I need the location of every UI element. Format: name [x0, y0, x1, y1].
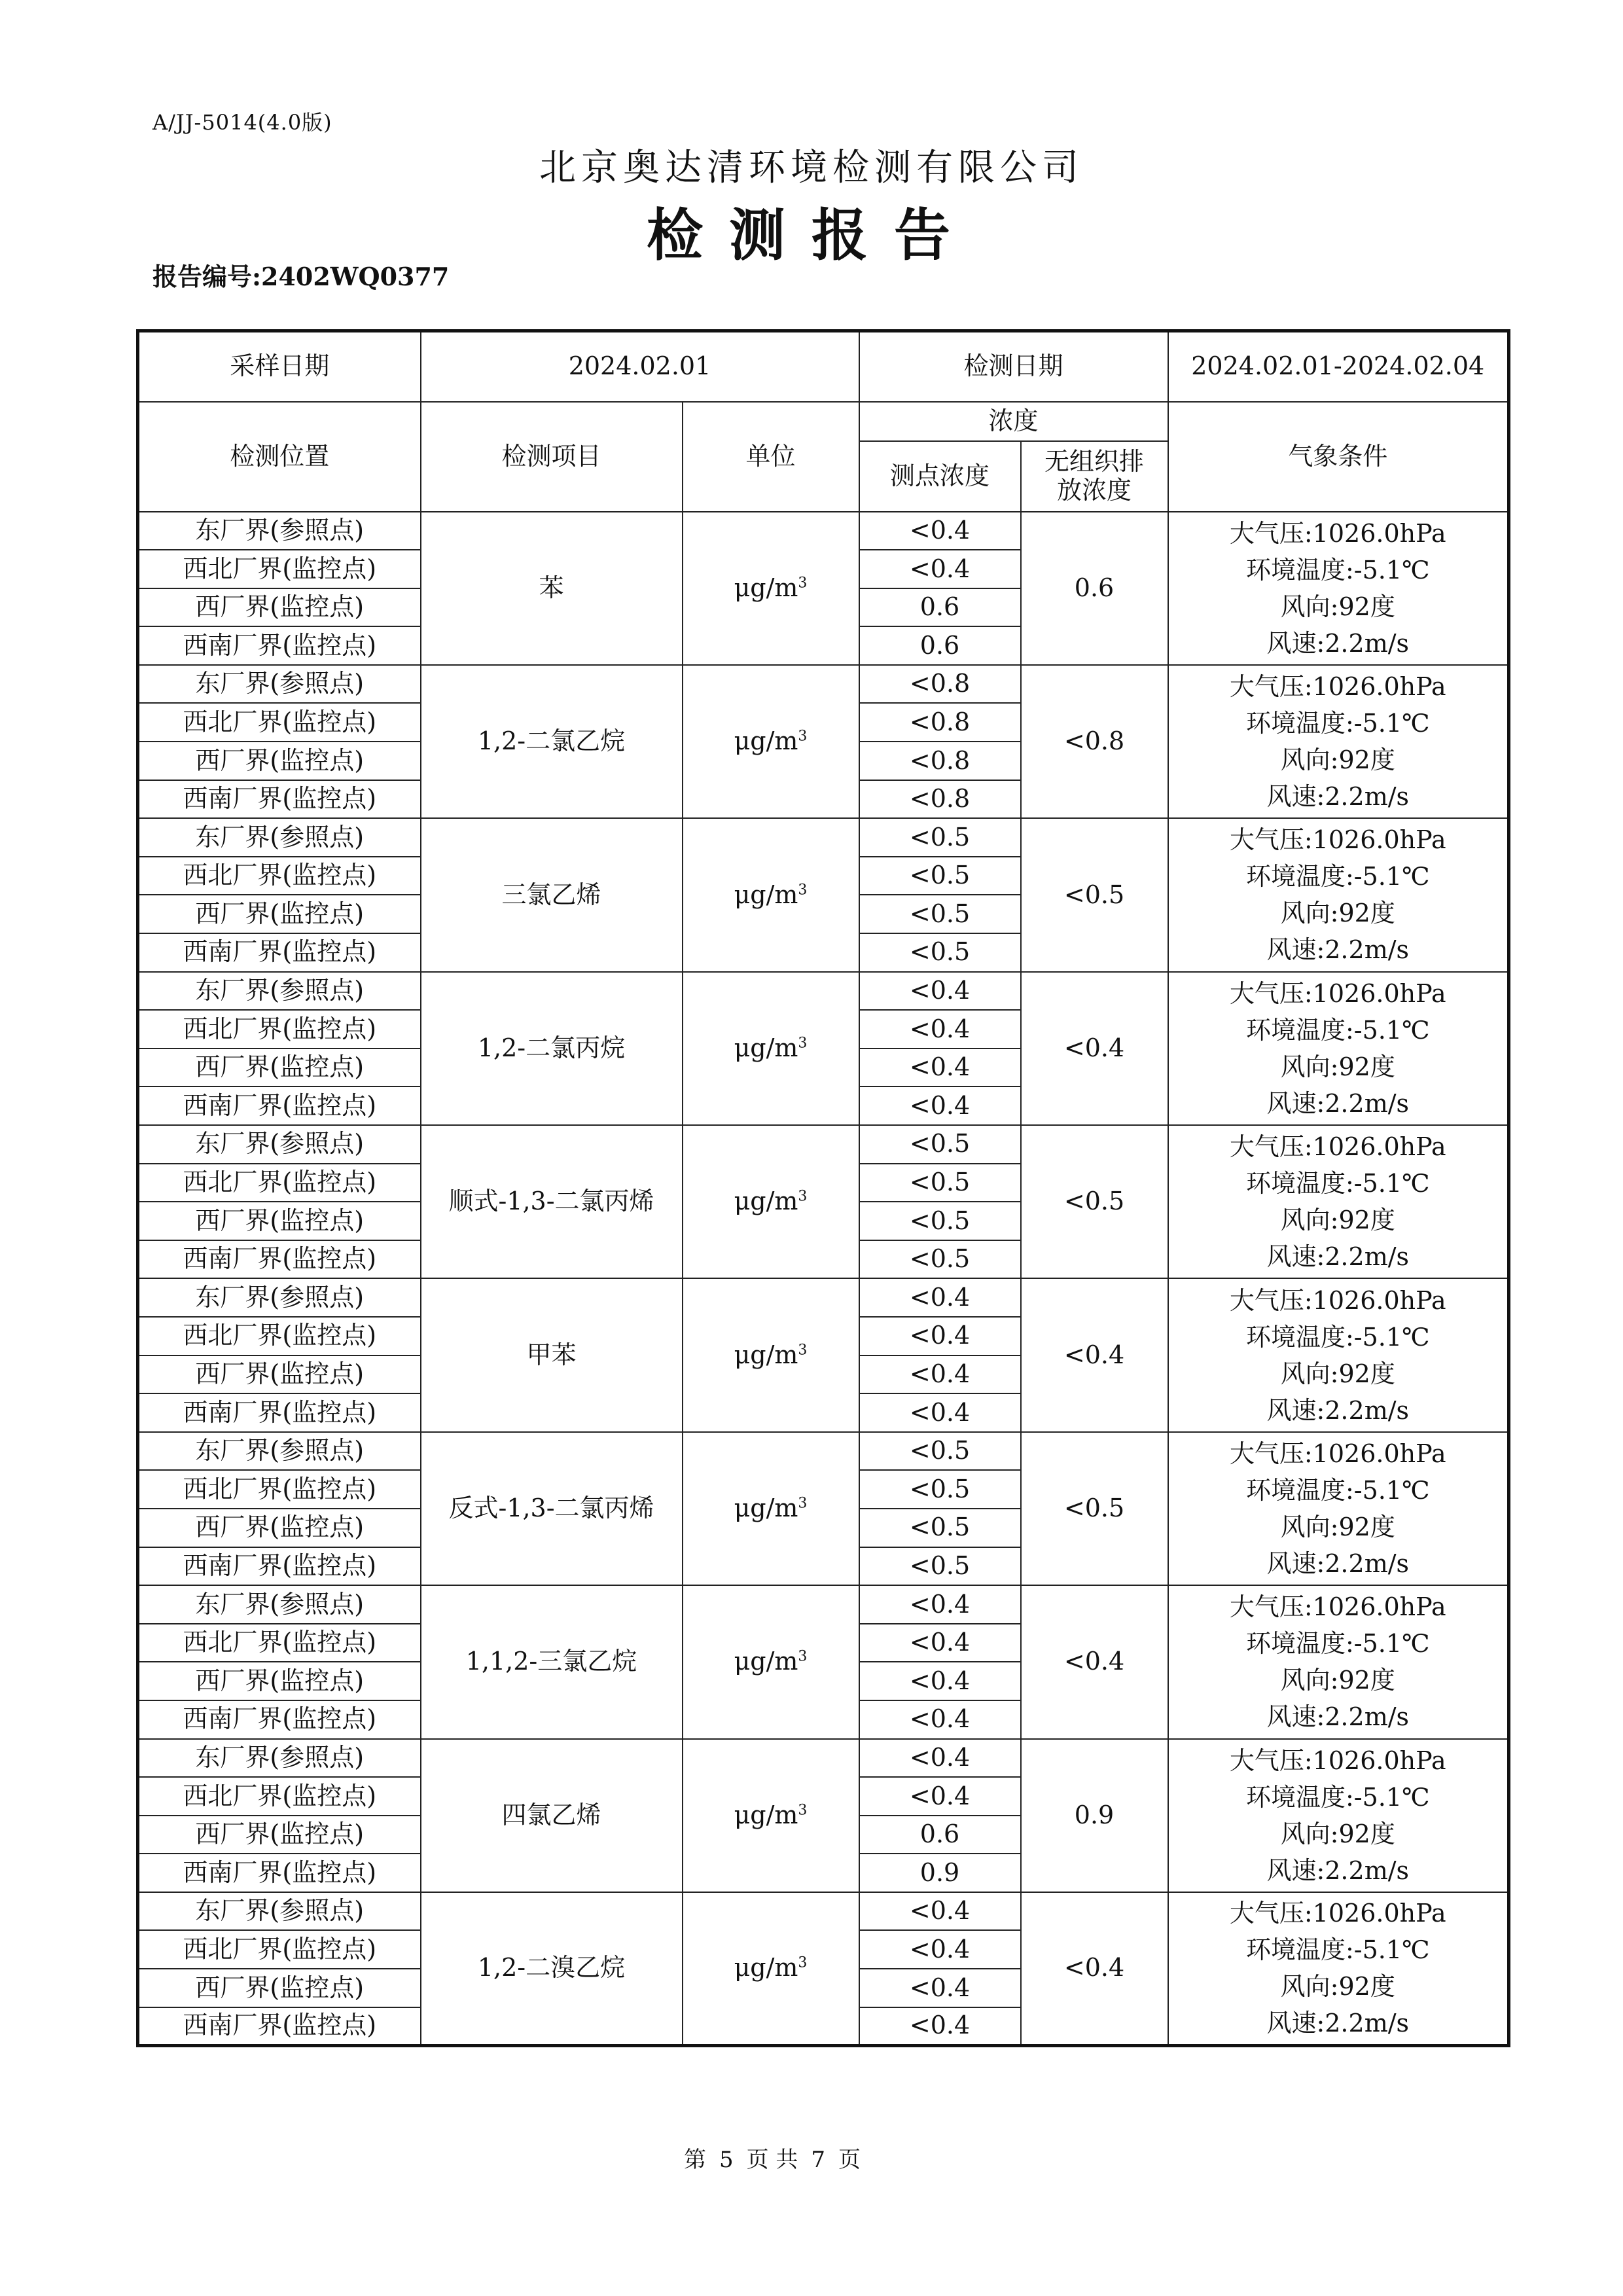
- unit-superscript: 3: [798, 1188, 808, 1205]
- item-cell: 1,1,2-三氯乙烷: [421, 1585, 683, 1738]
- location-cell: 西南厂界(监控点): [138, 1854, 421, 1892]
- location-cell: 西厂界(监控点): [138, 588, 421, 627]
- weather-line: 大气压:1026.0hPa: [1229, 1285, 1446, 1315]
- report-title: 检测报告: [647, 203, 976, 268]
- weather-line: 环境温度:-5.1℃: [1245, 1322, 1430, 1352]
- weather-line: 风速:2.2m/s: [1266, 935, 1410, 965]
- item-cell: 1,2-二溴乙烷: [421, 1892, 683, 2045]
- unit-superscript: 3: [798, 881, 808, 898]
- page-suffix: 页: [838, 2147, 861, 2173]
- weather-line: 大气压:1026.0hPa: [1229, 1439, 1446, 1468]
- location-cell: 西南厂界(监控点): [138, 780, 421, 819]
- page-number: 5: [719, 2147, 734, 2173]
- unit-cell: [683, 1585, 859, 1738]
- location-cell: 西厂界(监控点): [138, 1816, 421, 1854]
- weather-cell: [1168, 1125, 1509, 1278]
- page-footer: [0, 2142, 1544, 2174]
- point-conc-cell: <0.5: [859, 933, 1021, 972]
- unit-superscript: 3: [798, 1648, 808, 1665]
- point-conc-cell: <0.4: [859, 1010, 1021, 1049]
- point-conc-cell: 0.9: [859, 1854, 1021, 1892]
- company-name: 北京奥达清环境检测有限公司: [539, 147, 1084, 189]
- weather-line: 风向:92度: [1280, 1819, 1395, 1848]
- fugitive-conc-cell: <0.5: [1021, 1125, 1168, 1278]
- test-date: 2024.02.01-2024.02.04: [1168, 331, 1509, 402]
- unit-text: μg/m: [734, 1187, 798, 1216]
- point-conc-cell: <0.4: [859, 1777, 1021, 1816]
- point-conc-cell: <0.5: [859, 857, 1021, 895]
- unit-text: μg/m: [734, 880, 798, 909]
- weather-cell: [1168, 818, 1509, 971]
- weather-cell: [1168, 665, 1509, 818]
- report-number: [152, 257, 449, 293]
- fugitive-conc-cell: 0.9: [1021, 1739, 1168, 1892]
- point-conc-cell: <0.5: [859, 1164, 1021, 1202]
- point-conc-cell: <0.4: [859, 972, 1021, 1011]
- report-number-value: 2402WQ0377: [261, 262, 450, 291]
- item-cell: 1,2-二氯丙烷: [421, 972, 683, 1125]
- point-conc-cell: <0.8: [859, 780, 1021, 819]
- weather-line: 风速:2.2m/s: [1266, 1856, 1410, 1885]
- item-cell: 三氯乙烯: [421, 818, 683, 971]
- location-cell: 西北厂界(监控点): [138, 1777, 421, 1816]
- weather-line: 环境温度:-5.1℃: [1245, 1015, 1430, 1045]
- point-conc-cell: <0.5: [859, 1240, 1021, 1279]
- point-conc-cell: <0.4: [859, 1930, 1021, 1969]
- point-conc-cell: <0.8: [859, 703, 1021, 742]
- location-cell: 东厂界(参照点): [138, 818, 421, 857]
- col-point-conc: 测点浓度: [859, 441, 1021, 512]
- fugitive-conc-cell: <0.5: [1021, 1432, 1168, 1585]
- col-weather: 气象条件: [1168, 402, 1509, 512]
- meta-row: [138, 331, 1509, 402]
- unit-text: μg/m: [734, 1340, 798, 1369]
- fugitive-conc-cell: <0.4: [1021, 1892, 1168, 2045]
- page-mid: 页 共: [746, 2147, 798, 2173]
- header-row-1: [138, 402, 1509, 441]
- unit-cell: [683, 972, 859, 1125]
- point-conc-cell: <0.4: [859, 1278, 1021, 1317]
- location-cell: 西南厂界(监控点): [138, 1393, 421, 1432]
- point-conc-cell: <0.4: [859, 1662, 1021, 1700]
- item-cell: 苯: [421, 512, 683, 665]
- weather-line: 大气压:1026.0hPa: [1229, 1592, 1446, 1622]
- unit-cell: [683, 1432, 859, 1585]
- unit-superscript: 3: [798, 1954, 808, 1971]
- point-conc-cell: <0.4: [859, 512, 1021, 550]
- weather-line: 环境温度:-5.1℃: [1245, 1629, 1430, 1659]
- point-conc-cell: <0.4: [859, 2007, 1021, 2046]
- unit-cell: [683, 1892, 859, 2045]
- weather-line: 风向:92度: [1280, 1666, 1395, 1695]
- table-row: [138, 818, 1509, 857]
- unit-cell: [683, 1125, 859, 1278]
- location-cell: 西厂界(监控点): [138, 1662, 421, 1700]
- location-cell: 西南厂界(监控点): [138, 2007, 421, 2046]
- test-date-label: 检测日期: [859, 331, 1168, 402]
- weather-line: 大气压:1026.0hPa: [1229, 1132, 1446, 1162]
- point-conc-cell: <0.5: [859, 895, 1021, 933]
- location-cell: 西北厂界(监控点): [138, 857, 421, 895]
- col-concentration: 浓度: [859, 402, 1168, 441]
- location-cell: 西厂界(监控点): [138, 1355, 421, 1394]
- point-conc-cell: <0.5: [859, 1509, 1021, 1547]
- location-cell: 西厂界(监控点): [138, 1969, 421, 2007]
- point-conc-cell: <0.4: [859, 1049, 1021, 1087]
- weather-cell: [1168, 1585, 1509, 1738]
- point-conc-cell: <0.8: [859, 665, 1021, 704]
- point-conc-cell: <0.4: [859, 1969, 1021, 2007]
- weather-line: 风速:2.2m/s: [1266, 1088, 1410, 1118]
- unit-superscript: 3: [798, 1495, 808, 1512]
- weather-line: 风向:92度: [1280, 1512, 1395, 1541]
- weather-line: 风向:92度: [1280, 1359, 1395, 1388]
- results-table: [136, 329, 1510, 2047]
- unit-text: μg/m: [734, 1647, 798, 1676]
- location-cell: 东厂界(参照点): [138, 665, 421, 704]
- point-conc-cell: <0.4: [859, 1700, 1021, 1739]
- location-cell: 东厂界(参照点): [138, 1585, 421, 1624]
- col-item: 检测项目: [421, 402, 683, 512]
- location-cell: 西南厂界(监控点): [138, 1700, 421, 1739]
- fugitive-conc-cell: <0.5: [1021, 818, 1168, 971]
- weather-line: 环境温度:-5.1℃: [1245, 1782, 1430, 1812]
- location-cell: 东厂界(参照点): [138, 1739, 421, 1778]
- weather-line: 风向:92度: [1280, 1206, 1395, 1235]
- point-conc-cell: <0.5: [859, 1547, 1021, 1586]
- weather-line: 风速:2.2m/s: [1266, 1242, 1410, 1272]
- fugitive-conc-cell: <0.8: [1021, 665, 1168, 818]
- weather-line: 风速:2.2m/s: [1266, 1702, 1410, 1732]
- weather-line: 大气压:1026.0hPa: [1229, 978, 1446, 1008]
- weather-cell: [1168, 1892, 1509, 2045]
- weather-cell: [1168, 512, 1509, 665]
- item-cell: 甲苯: [421, 1278, 683, 1431]
- weather-line: 环境温度:-5.1℃: [1245, 862, 1430, 891]
- weather-line: 风向:92度: [1280, 1052, 1395, 1081]
- point-conc-cell: 0.6: [859, 1816, 1021, 1854]
- point-conc-cell: <0.4: [859, 1624, 1021, 1662]
- weather-cell: [1168, 1739, 1509, 1892]
- location-cell: 西北厂界(监控点): [138, 1317, 421, 1355]
- table-row: [138, 665, 1509, 704]
- location-cell: 东厂界(参照点): [138, 1432, 421, 1471]
- point-conc-cell: <0.5: [859, 1432, 1021, 1471]
- form-code: A/JJ-5014(4.0版): [152, 110, 332, 135]
- location-cell: 西南厂界(监控点): [138, 626, 421, 665]
- weather-cell: [1168, 1432, 1509, 1585]
- table-row: [138, 972, 1509, 1011]
- item-cell: 反式-1,3-二氯丙烯: [421, 1432, 683, 1585]
- point-conc-cell: <0.4: [859, 1393, 1021, 1432]
- page-total: 7: [811, 2147, 826, 2173]
- fugitive-conc-cell: <0.4: [1021, 1585, 1168, 1738]
- weather-line: 环境温度:-5.1℃: [1245, 1935, 1430, 1965]
- weather-cell: [1168, 972, 1509, 1125]
- point-conc-cell: <0.8: [859, 742, 1021, 780]
- report-number-label: 报告编号:: [152, 262, 262, 291]
- location-cell: 东厂界(参照点): [138, 1278, 421, 1317]
- sampling-date: 2024.02.01: [421, 331, 859, 402]
- point-conc-cell: <0.4: [859, 1086, 1021, 1125]
- fugitive-conc-cell: <0.4: [1021, 972, 1168, 1125]
- col-location: 检测位置: [138, 402, 421, 512]
- unit-superscript: 3: [798, 728, 808, 745]
- point-conc-cell: 0.6: [859, 626, 1021, 665]
- point-conc-cell: <0.4: [859, 1739, 1021, 1778]
- point-conc-cell: <0.5: [859, 818, 1021, 857]
- table-row: [138, 1125, 1509, 1164]
- weather-line: 风向:92度: [1280, 1972, 1395, 2001]
- unit-superscript: 3: [798, 1342, 808, 1359]
- location-cell: 东厂界(参照点): [138, 512, 421, 550]
- location-cell: 西厂界(监控点): [138, 742, 421, 780]
- fugitive-conc-cell: 0.6: [1021, 512, 1168, 665]
- item-cell: 顺式-1,3-二氯丙烯: [421, 1125, 683, 1278]
- location-cell: 西北厂界(监控点): [138, 1010, 421, 1049]
- point-conc-cell: <0.4: [859, 1585, 1021, 1624]
- table-row: [138, 1739, 1509, 1778]
- weather-line: 风向:92度: [1280, 592, 1395, 621]
- weather-line: 风向:92度: [1280, 899, 1395, 928]
- location-cell: 东厂界(参照点): [138, 972, 421, 1011]
- point-conc-cell: <0.4: [859, 1892, 1021, 1931]
- weather-line: 风速:2.2m/s: [1266, 628, 1410, 658]
- unit-cell: [683, 665, 859, 818]
- weather-line: 风速:2.2m/s: [1266, 2009, 1410, 2038]
- weather-line: 风向:92度: [1280, 745, 1395, 775]
- location-cell: 西南厂界(监控点): [138, 1086, 421, 1125]
- location-cell: 东厂界(参照点): [138, 1125, 421, 1164]
- location-cell: 西南厂界(监控点): [138, 933, 421, 972]
- unit-text: μg/m: [734, 1033, 798, 1062]
- unit-cell: [683, 1739, 859, 1892]
- point-conc-cell: <0.5: [859, 1470, 1021, 1509]
- location-cell: 西北厂界(监控点): [138, 703, 421, 742]
- location-cell: 西北厂界(监控点): [138, 1164, 421, 1202]
- col-unit: 单位: [683, 402, 859, 512]
- fugitive-conc-cell: <0.4: [1021, 1278, 1168, 1431]
- col-fugitive-conc: 无组织排放浓度: [1021, 441, 1168, 512]
- point-conc-cell: <0.5: [859, 1202, 1021, 1240]
- item-cell: 四氯乙烯: [421, 1739, 683, 1892]
- weather-line: 风速:2.2m/s: [1266, 782, 1410, 812]
- unit-text: μg/m: [734, 726, 798, 756]
- location-cell: 西北厂界(监控点): [138, 1930, 421, 1969]
- table-row: [138, 1892, 1509, 1931]
- point-conc-cell: <0.4: [859, 1317, 1021, 1355]
- unit-text: μg/m: [734, 1494, 798, 1523]
- unit-superscript: 3: [798, 575, 808, 592]
- location-cell: 西北厂界(监控点): [138, 1470, 421, 1509]
- table-row: [138, 1432, 1509, 1471]
- unit-text: μg/m: [734, 573, 798, 602]
- table-row: [138, 512, 1509, 550]
- location-cell: 西厂界(监控点): [138, 895, 421, 933]
- unit-cell: [683, 818, 859, 971]
- location-cell: 西厂界(监控点): [138, 1509, 421, 1547]
- weather-line: 大气压:1026.0hPa: [1229, 672, 1446, 702]
- weather-line: 环境温度:-5.1℃: [1245, 709, 1430, 738]
- location-cell: 东厂界(参照点): [138, 1892, 421, 1931]
- table-row: [138, 1278, 1509, 1317]
- location-cell: 西南厂界(监控点): [138, 1547, 421, 1586]
- point-conc-cell: 0.6: [859, 588, 1021, 627]
- weather-line: 风速:2.2m/s: [1266, 1549, 1410, 1578]
- unit-text: μg/m: [734, 1800, 798, 1829]
- unit-cell: [683, 512, 859, 665]
- location-cell: 西厂界(监控点): [138, 1049, 421, 1087]
- weather-line: 大气压:1026.0hPa: [1229, 1899, 1446, 1928]
- item-cell: 1,2-二氯乙烷: [421, 665, 683, 818]
- unit-text: μg/m: [734, 1953, 798, 1982]
- point-conc-cell: <0.4: [859, 550, 1021, 588]
- weather-line: 大气压:1026.0hPa: [1229, 825, 1446, 855]
- weather-line: 大气压:1026.0hPa: [1229, 518, 1446, 548]
- table-row: [138, 1585, 1509, 1624]
- location-cell: 西厂界(监控点): [138, 1202, 421, 1240]
- weather-line: 环境温度:-5.1℃: [1245, 1169, 1430, 1198]
- point-conc-cell: <0.4: [859, 1355, 1021, 1394]
- weather-line: 环境温度:-5.1℃: [1245, 1475, 1430, 1505]
- unit-cell: [683, 1278, 859, 1431]
- weather-cell: [1168, 1278, 1509, 1431]
- page-prefix: 第: [683, 2147, 706, 2173]
- sampling-date-label: 采样日期: [138, 331, 421, 402]
- location-cell: 西南厂界(监控点): [138, 1240, 421, 1279]
- weather-line: 环境温度:-5.1℃: [1245, 555, 1430, 584]
- location-cell: 西北厂界(监控点): [138, 550, 421, 588]
- weather-line: 大气压:1026.0hPa: [1229, 1746, 1446, 1775]
- weather-line: 风速:2.2m/s: [1266, 1395, 1410, 1425]
- unit-superscript: 3: [798, 1802, 808, 1819]
- point-conc-cell: <0.5: [859, 1125, 1021, 1164]
- unit-superscript: 3: [798, 1035, 808, 1052]
- location-cell: 西北厂界(监控点): [138, 1624, 421, 1662]
